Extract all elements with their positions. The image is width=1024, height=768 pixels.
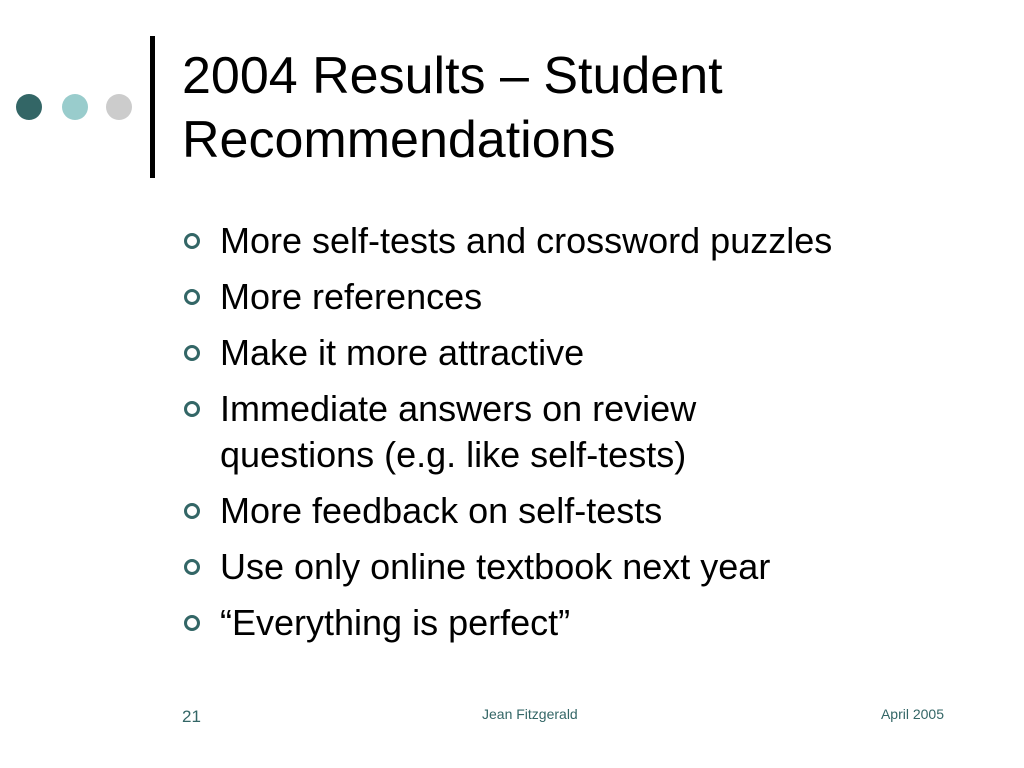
page-number: 21 [182,707,201,726]
bullet-item [182,600,982,646]
dark-teal-dot-icon [16,94,42,120]
bullet-ring-icon [184,345,200,361]
bullet-ring-icon [184,559,200,575]
bullet-item [182,330,982,376]
footer-author: Jean Fitzgerald [482,706,578,722]
slide-title-line: Recommendations [182,111,616,169]
bullet-item [182,274,982,320]
bullet-text: Make it more attractive [220,332,585,373]
bullet-ring-icon [184,289,200,305]
bullet-text-continuation: questions (e.g. like self-tests) [220,434,687,475]
bullet-text: More self-tests and crossword puzzles [220,220,833,261]
bullet-text: “Everything is perfect” [220,602,571,643]
slide-title-line: 2004 Results – Student [182,47,723,105]
bullet-ring-icon [184,503,200,519]
bullet-text: More references [220,276,483,317]
bullet-item [182,544,982,590]
bullet-item [182,386,982,478]
bullet-text: More feedback on self-tests [220,490,663,531]
bullet-list [182,218,982,656]
title-divider [150,36,155,178]
light-teal-dot-icon [62,94,88,120]
footer-date: April 2005 [880,706,944,722]
bullet-ring-icon [184,615,200,631]
bullet-ring-icon [184,401,200,417]
bullet-ring-icon [184,233,200,249]
bullet-text: Immediate answers on review [220,388,697,429]
bullet-item [182,488,982,534]
bullet-text: Use only online textbook next year [220,546,771,587]
slide-title [182,44,1002,172]
gray-dot-icon [106,94,132,120]
bullet-item [182,218,982,264]
